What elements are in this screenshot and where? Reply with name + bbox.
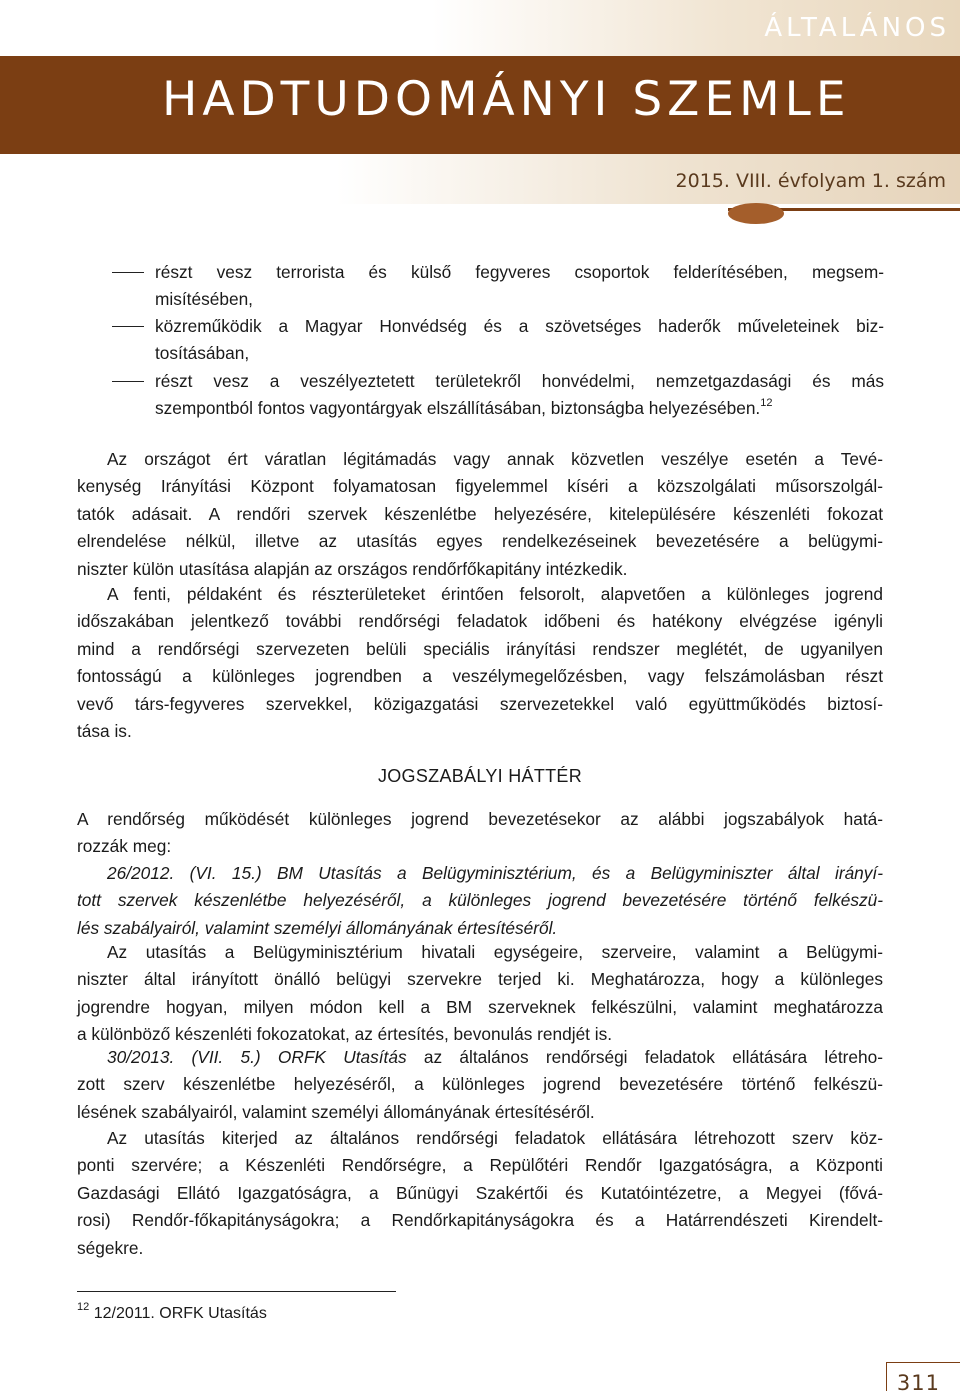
list-item xyxy=(112,368,884,423)
paragraph: 30/2013. (VII. 5.) ORFK Utasítás az általános rendőrségi feladatok ellátására létreho- zott szerv készenlétbe helyezéséről, a különleges jogrend bevezetésére történő felkészü- lésének szabályairól, valamint személyi állományának értesítéséről. xyxy=(77,1047,883,1122)
paragraph: Az utasítás a Belügyminisztérium hivatali egységeire, szerveire, valamint a Belügymi- niszter által irányított önálló belügyi szervekre terjed ki. Meghatározza, hogy a különleges jogrendre hogyan, milyen módon kell a BM szerveknek felkészülni, valamint meghatározza a különböző készenléti fokozatokat, az értesítés, bevonulás rendjét is. xyxy=(77,942,883,1045)
issue-info: 2015. VIII. évfolyam 1. szám xyxy=(675,170,946,192)
paragraph: Az országot ért váratlan légitámadás vagy annak közvetlen veszélye esetén a Tevé- kenység Irányítási Központ folyamatosan figyelemmel kíséri a közszolgálati műsorszolgál- tatók adásait. A rendőri szervek készenlétbe helyezésére, kitelepülésére készenléti fokozat elrendelése nélkül, illetve az utasítás egyes rendelkezéseinek bevezetésére a belügymi- niszter külön utasítása alapján az országos rendőrfőkapitány intézkedik. xyxy=(77,449,883,579)
list-item xyxy=(112,313,884,368)
list-item-line: részt vesz a veszélyeztetett területekről honvédelmi, nemzetgazdasági és más xyxy=(155,371,884,391)
page-corner-line xyxy=(886,1362,960,1363)
journal-title: HADTUDOMÁNYI SZEMLE xyxy=(162,72,851,127)
regulation-citation: 26/2012. (VI. 15.) BM Utasítás a Belügyminisztérium, és a Belügyminiszter által irányí- tott szervek készenlétbe helyezéséről, a különleges jogrend bevezetésére történő felkészü- lés szabályairól, valamint személyi állományának értesítéséről. xyxy=(77,863,883,938)
dash-bullet xyxy=(112,381,144,382)
dash-bullet xyxy=(112,272,144,273)
page-corner-line xyxy=(886,1362,887,1391)
regulation-citation: 30/2013. (VII. 5.) ORFK Utasítás xyxy=(107,1047,407,1067)
header-ornament xyxy=(728,203,784,224)
list-item-line: misítésében, xyxy=(155,289,253,310)
section-heading: JOGSZABÁLYI HÁTTÉR xyxy=(377,766,583,786)
page-number: 311 xyxy=(896,1371,940,1395)
footnote-text: 12/2011. ORFK Utasítás xyxy=(93,1305,267,1322)
list-item-line: közreműködik a Magyar Honvédség és a szövetséges haderők műveleteinek biz- xyxy=(155,316,884,336)
footnote-ref: 12 xyxy=(760,397,773,410)
list-item-line: részt vesz terrorista és külső fegyveres csoportok felderítésében, megsem- xyxy=(155,262,884,282)
dash-bullet xyxy=(112,326,144,327)
paragraph: A fenti, példaként és részterületeket érintően felsorolt, alapvetően a különleges jogrend időszakában jelentkező további rendőrségi feladatok időbeni és hatékony elvégzése igényli mind a rendőrségi szervezeten belüli speciális irányítási rendszer meglétét, de ugyanilyen fontosságú a különleges jogrendben a veszélymegelőzésben, vagy felszámolásban részt vevő társ-fegyveres szervekkel, közigazgatási szervezetekkel való együttműködés biztosí- tása is. xyxy=(77,584,883,742)
footnote-number: 12 xyxy=(77,1301,90,1313)
section-label: ÁLTALÁNOS xyxy=(764,13,950,43)
list-item-line: tosításában, xyxy=(155,343,250,364)
footnote-rule xyxy=(77,1291,396,1292)
list-item xyxy=(112,259,884,314)
footnote xyxy=(77,1303,267,1325)
list-item-line: szempontból fontos vagyontárgyak elszállításában, biztonságba helyezésében.$^{12}$ xyxy=(155,397,773,419)
paragraph: A rendőrség működését különleges jogrend bevezetésekor az alábbi jogszabályok hatá- rozzák meg: xyxy=(77,809,883,857)
paragraph: Az utasítás kiterjed az általános rendőrségi feladatok ellátására létrehozott szerv köz- ponti szervére; a Készenléti Rendőrségre, a Repülőtéri Rendőr Igazgatóságra, a Központi Gazdasági Ellátó Igazgatóságra, a Bűnügyi Szakértői és Kutatóintézetre, a Megyei (fővá- rosi) Rendőr-főkapitányságokra; a Rendőrkapitányságokra és a Határrendészeti Kirendelt- ségekre. xyxy=(77,1128,883,1258)
